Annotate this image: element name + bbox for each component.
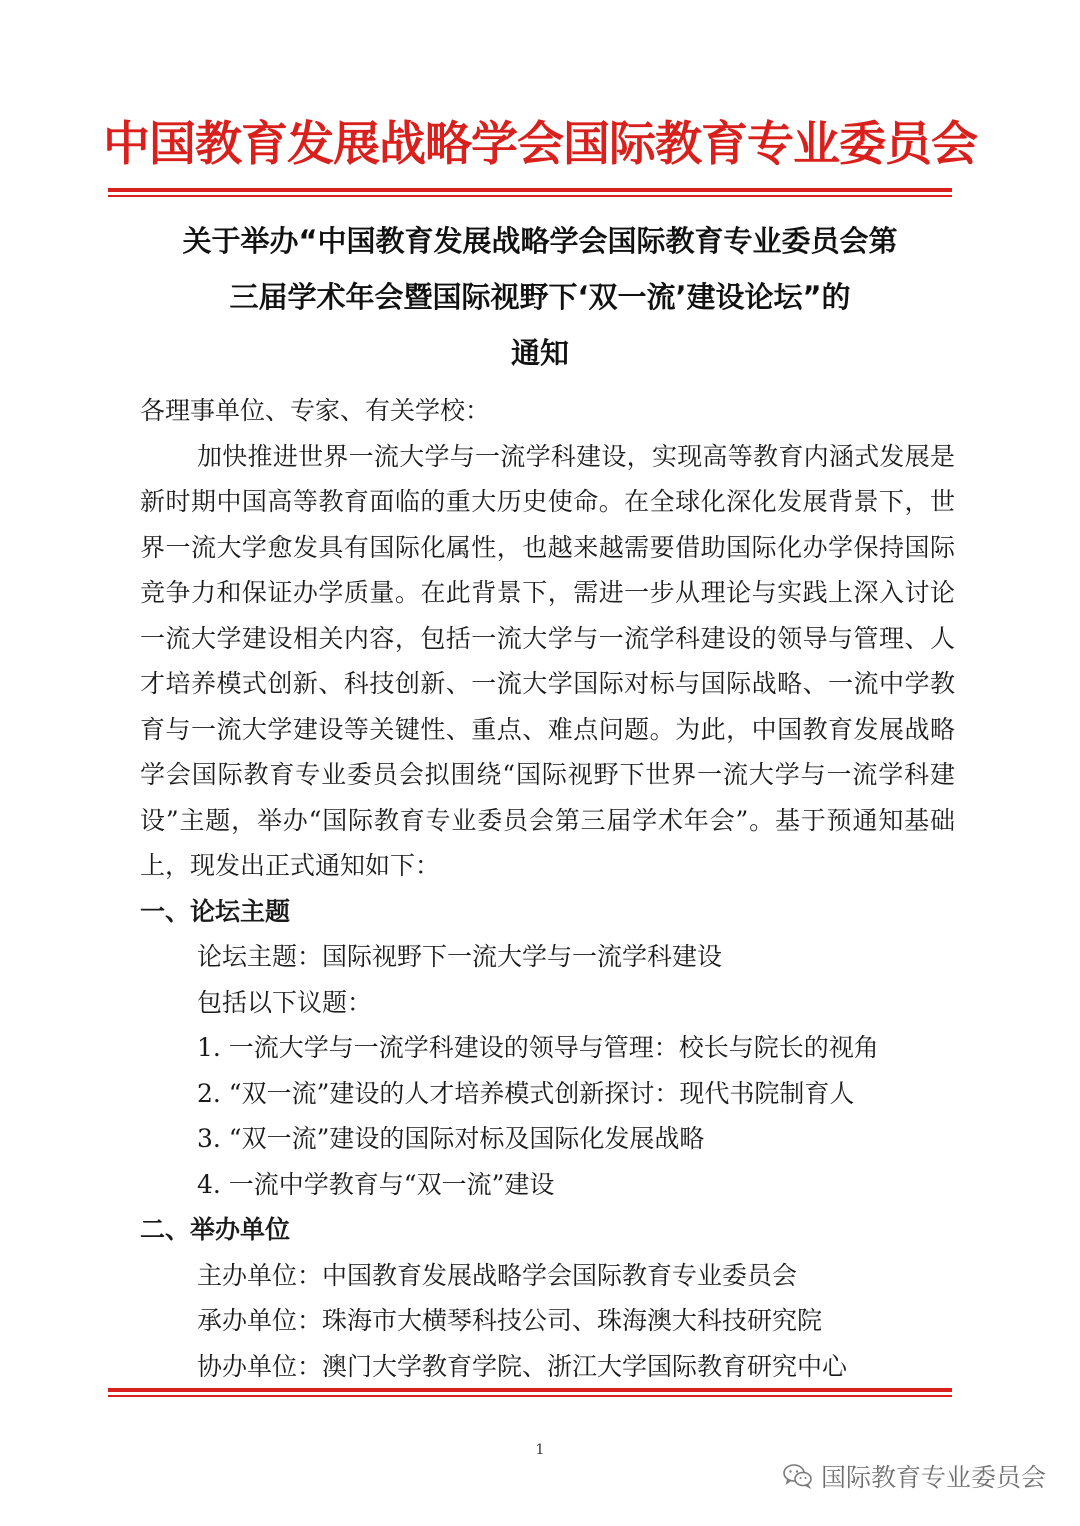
wechat-watermark	[783, 1458, 1046, 1494]
topic-item: 4. 一流中学教育与“双一流”建设	[197, 1169, 555, 1199]
title-line-1: 关于举办“中国教育发展战略学会国际教育专业委员会第	[182, 224, 898, 258]
wechat-icon	[783, 1463, 813, 1489]
forum-theme: 论坛主题：国际视野下一流大学与一流学科建设	[197, 942, 723, 971]
letterhead-rule	[108, 188, 952, 197]
salutation: 各理事单位、专家、有关学校：	[140, 396, 491, 425]
intro-paragraph: 加快推进世界一流大学与一流学科建设，实现高等教育内涵式发展是新时期中国高等教育面临的重大历史使命。在全球化深化发展背景下，世界一流大学愈发具有国际化属性，也越来越需要借助国际化办学保持国际竞争力和保证办学质量。在此背景下，需进一步从理论与实践上深入讨论一流大学建设相关内容，包括一流大学与一流学科建设的领导与管理、人才培养模式创新、科技创新、一流大学国际对标与国际战略、一流中学教育与一流大学建设等关键性、重点、难点问题。为此，中国教育发展战略学会国际教育专业委员会拟围绕“国际视野下世界一流大学与一流学科建设”主题，举办“国际教育专业委员会第三届学术年会”。基于预通知基础上，现发出正式通知如下：	[140, 441, 955, 880]
letterhead-title: 中国教育发展战略学会国际教育专业委员会	[103, 117, 977, 172]
document-body	[140, 388, 955, 1389]
document-title	[110, 213, 970, 381]
title-line-3: 通知	[510, 336, 569, 370]
organizer-undertaker: 承办单位：珠海市大横琴科技公司、珠海澳大科技研究院	[197, 1306, 823, 1335]
footer-rule	[108, 1388, 952, 1397]
title-line-2: 三届学术年会暨国际视野下‘双一流’建设论坛”的	[229, 280, 851, 314]
topic-item: 1. 一流大学与一流学科建设的领导与管理：校长与院长的视角	[197, 1033, 879, 1062]
section-heading-organizers: 二、举办单位	[140, 1215, 291, 1244]
topic-item: 3. “双一流”建设的国际对标及国际化发展战略	[197, 1124, 705, 1153]
section-heading-theme: 一、论坛主题	[140, 896, 291, 926]
organizer-host: 主办单位：中国教育发展战略学会国际教育专业委员会	[197, 1260, 798, 1290]
page-number: 1	[535, 1442, 545, 1458]
topics-intro: 包括以下议题：	[197, 987, 373, 1017]
organizer-co-host: 协办单位：澳门大学教育学院、浙江大学国际教育研究中心	[197, 1351, 848, 1381]
watermark-text: 国际教育专业委员会	[820, 1463, 1046, 1492]
topic-item: 2. “双一流”建设的人才培养模式创新探讨：现代书院制育人	[197, 1078, 855, 1108]
